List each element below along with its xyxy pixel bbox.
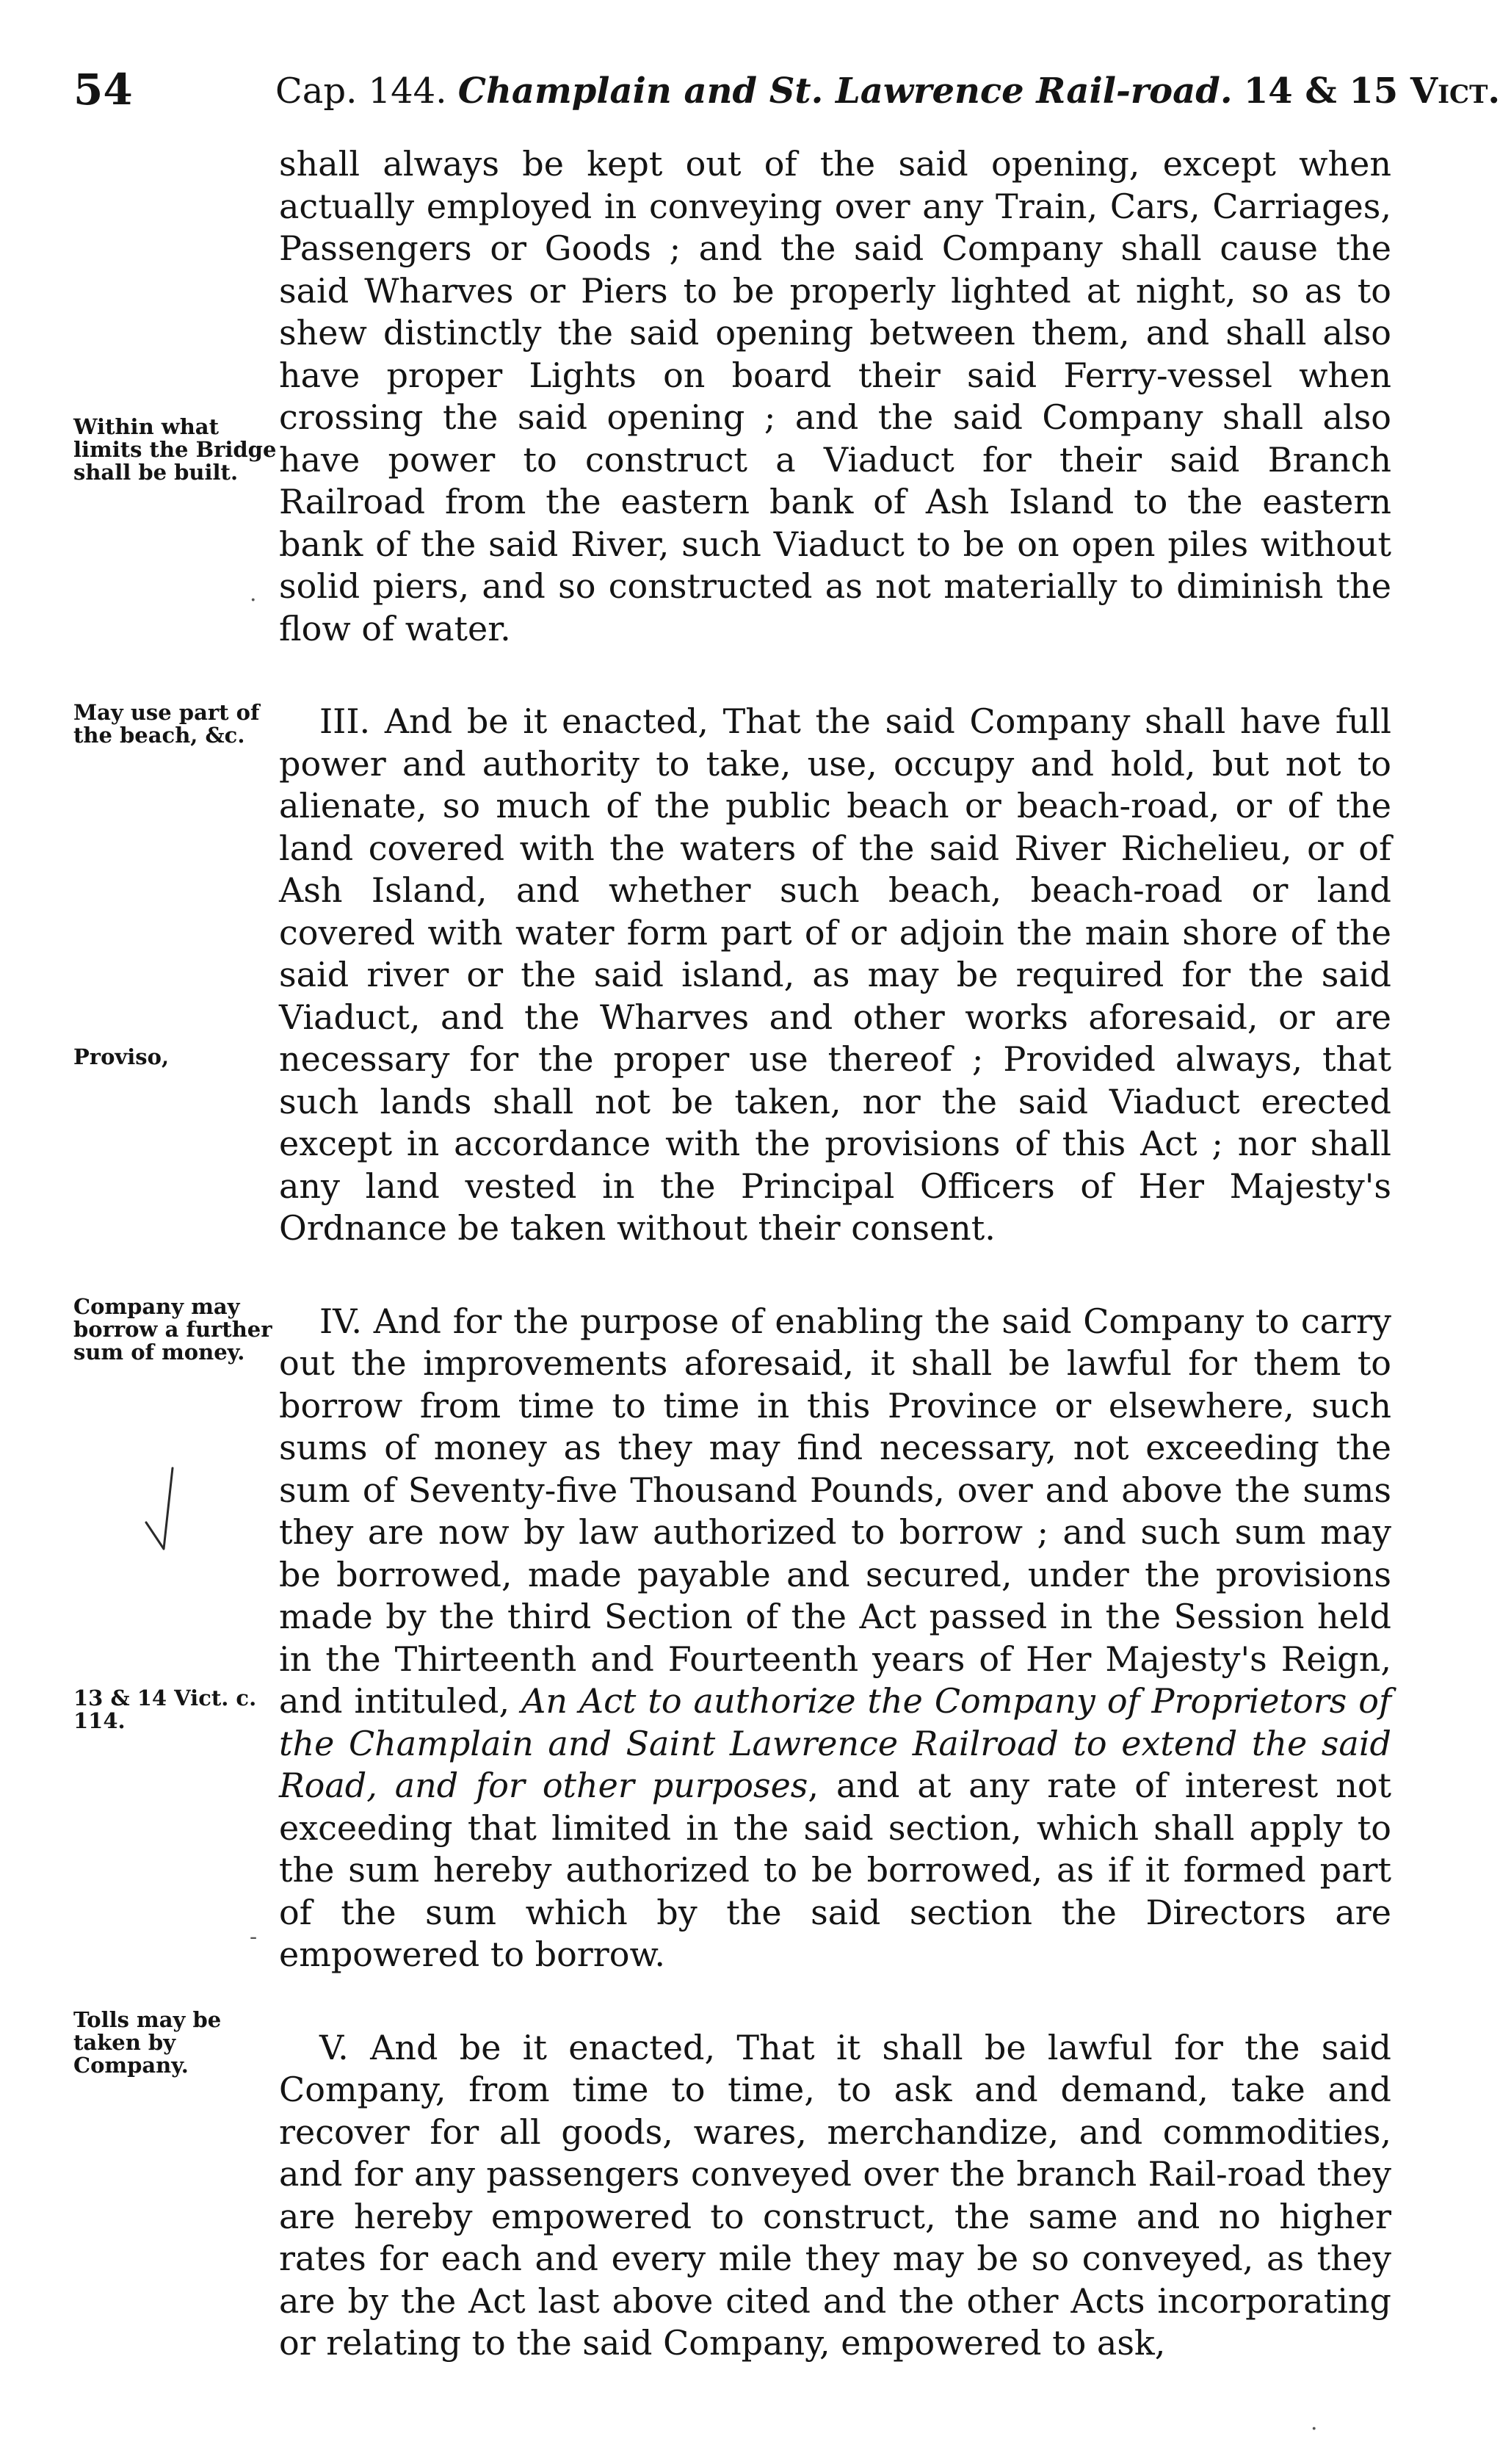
stray-mark: · — [250, 588, 257, 613]
section-iv-text-start: IV. And for the purpose of enabling the said Company to carry out the improvements aforesaid, it shall be lawful for them to borrow from time to time in this Province or elsewhere, such sums of money as they may find necessary, not exceeding the sum of Seventy-five Thousand Pounds, over and above the sums they are now by law authorized to borrow ; and such sum may be borrowed, made payable and secured, under the provisions made by the third Section of the Act passed in the Session held in the Thirteenth and Fourteenth years of Her Majesty's Reign, and intituled, — [279, 1301, 1391, 1721]
section-iii: III. And be it enacted, That the said Company shall have full power and authority to take, use, occupy and hold, but not to alienate, so much of the public beach or beach-road, or of the land covered with the waters of the said River Richelieu, or of Ash Island, and whether such beach, beach-road or land covered with water form part of or adjoin the main shore of the said river or the said island, as may be required for the said Viaduct, and the Wharves and other works aforesaid, or are necessary for the proper use thereof ; Provided always, that such lands shall not be taken, nor the said Viaduct erected except in accordance with the provisions of this Act ; nor shall any land vested in the Principal Officers of Her Majesty's Ordnance be taken without their consent. — [279, 701, 1391, 1248]
stray-mark: - — [250, 1924, 258, 1950]
margin-note-proviso: Proviso, — [73, 1044, 170, 1069]
cited-act-title: An Act to authorize the Company of Proprietors of the Champlain and Saint Lawrence Railroad to extend the said Road, and for other purposes — [279, 1681, 1391, 1805]
regnal-year: 14 & 15 Vict. — [1243, 71, 1500, 112]
chapter-number: Cap. 144. — [275, 71, 447, 112]
paragraph-continuation: shall always be kept out of the said opening, except when actually employed in conveying over any Train, Cars, Carriages, Passengers or Goods ; and the said Company shall cause the said Wharves or Piers to be properly lighted at night, so as to shew distinctly the said opening between them, and shall also have proper Lights on board their said Ferry-vessel when crossing the said opening ; and the said Company shall also have power to construct a Viaduct for their said Branch Railroad from the eastern bank of Ash Island to the eastern bank of the said River, such Viaduct to be on open piles without solid piers, and so constructed as not materially to diminish the flow of water. — [279, 144, 1391, 648]
body-text — [279, 143, 1391, 2365]
margin-note-tolls: Tolls may be taken by Company. — [73, 2007, 222, 2078]
page-header — [73, 65, 1500, 123]
page-number: 54 — [73, 65, 133, 115]
margin-note-bridge-limits: Within what limits the Bridge shall be built. — [73, 414, 277, 485]
running-title — [275, 71, 1500, 112]
margin-note-borrow: Company may borrow a further sum of money. — [73, 1294, 272, 1365]
section-v: V. And be it enacted, That it shall be lawful for the said Company, from time to time, to ask and demand, take and recover for all goods, wares, merchandize, and commodities, and for any passengers conveyed over the branch Rail-road they are hereby empowered to construct, the same and no higher rates for each and every mile they may be so conveyed, as they are by the Act last above cited and the other Acts incorporating or relating to the said Company, empowered to ask, — [279, 2027, 1391, 2363]
act-title: Champlain and St. Lawrence Rail-road. — [457, 71, 1233, 112]
stray-mark: · — [1311, 2416, 1318, 2442]
handwritten-check-mark — [143, 1465, 187, 1553]
section-iv-text-end: , and at any rate of interest not exceeding that limited in the said section, which shall apply to the sum hereby authorized to be borrowed, as if it formed part of the sum which by the said section the Directors are empowered to borrow. — [279, 1766, 1392, 1974]
margin-note-beach: May use part of the beach, &c. — [73, 700, 260, 748]
section-iv — [279, 1301, 1391, 1976]
margin-note-citation: 13 & 14 Vict. c. 114. — [73, 1686, 257, 1733]
